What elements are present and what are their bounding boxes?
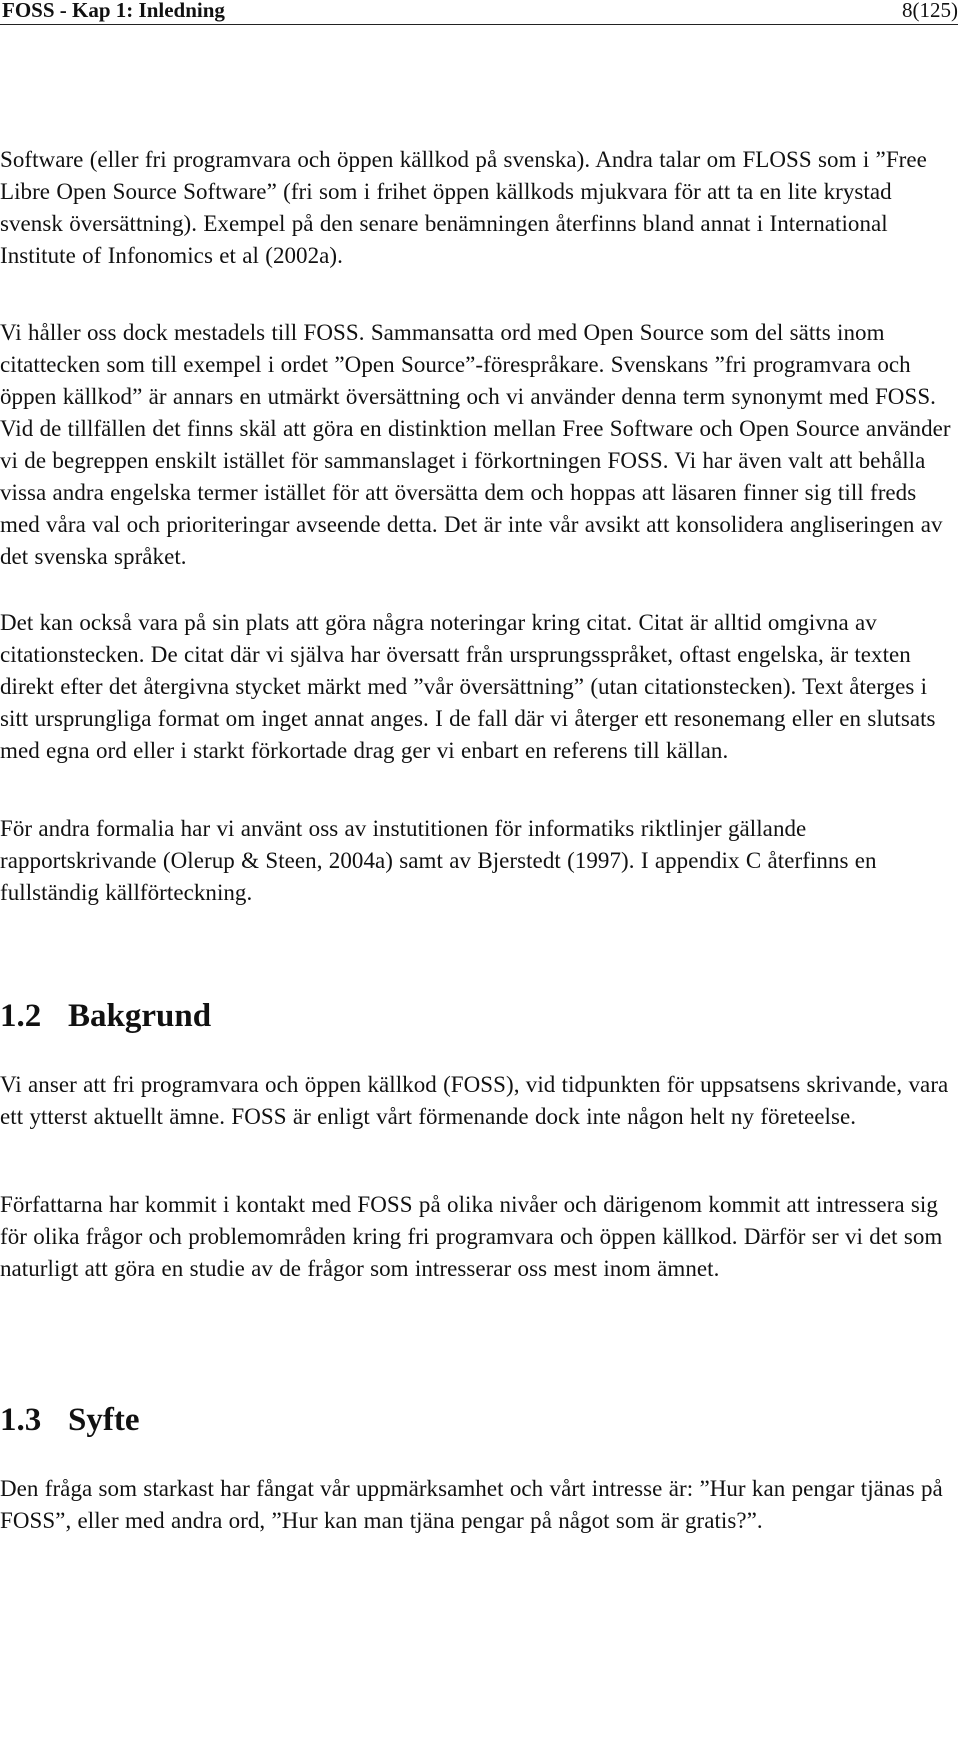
paragraph-formalia: För andra formalia har vi använt oss av instutitionen för informatiks riktlinjer gällande rapportskrivande (Olerup & Steen, 2004a) samt av Bjerstedt (1997). I appendix C återfinns en fullständig källförteckning. xyxy=(0,816,877,905)
page-number: 8(125) xyxy=(902,0,958,22)
header-divider xyxy=(0,24,958,25)
section-heading-syfte xyxy=(0,1400,139,1440)
paragraph-terminology: Software (eller fri programvara och öppen källkod på svenska). Andra talar om FLOSS som i ”Free Libre Open Source Software” (fri som i frihet öppen källkods mjukvara för att ta en lite krystad svensk översättning). Exempel på den senare benämningen återfinns bland annat i International Institute of Infonomics et al (2002a). xyxy=(0,147,927,268)
section-number: 1.3 xyxy=(0,1402,42,1438)
paragraph-purpose: Den fråga som starkast har fångat vår uppmärksamhet och vårt intresse är: ”Hur kan pengar tjänas på FOSS”, eller med andra ord, ”Hur kan man tjäna pengar på något som är gratis?”. xyxy=(0,1476,943,1533)
section-title: Bakgrund xyxy=(68,998,212,1034)
paragraph-foss-usage: Vi håller oss dock mestadels till FOSS. Sammansatta ord med Open Source som del sätts inom citattecken som till exempel i ordet ”Open Source”-förespråkare. Svenskans ”fri programvara och öppen källkod” är annars en utmärkt översättning och vi använder denna term synonymt med FOSS. Vid de tillfällen det finns skäl att göra en distinktion mellan Free Software och Open Source använder vi de begreppen enskilt istället för sammanslaget i förkortningen FOSS. Vi har även valt att behålla vissa andra engelska termer istället för att översätta dem och hoppas att läsaren finner sig till freds med våra val och prioriteringar avseende detta. Det är inte vår avsikt att konsolidera angliseringen av det svenska språket. xyxy=(0,320,951,569)
paragraph-background: Vi anser att fri programvara och öppen källkod (FOSS), vid tidpunkten för uppsatsens skrivande, vara ett ytterst aktuellt ämne. FOSS är enligt vårt förmenande dock inte någon helt ny företeelse. xyxy=(0,1072,949,1129)
section-number: 1.2 xyxy=(0,998,42,1034)
paragraph-citations: Det kan också vara på sin plats att göra några noteringar kring citat. Citat är alltid omgivna av citationstecken. De citat där vi själva har översatt från ursprungsspråket, oftast engelska, är texten direkt efter det återgivna stycket märkt med ”vår översättning” (utan citationstecken). Text återges i sitt ursprungliga format om inget annat anges. I de fall där vi återger ett resonemang eller en slutsats med egna ord eller i starkt förkortade drag ger vi enbart en referens till källan. xyxy=(0,610,936,763)
section-title: Syfte xyxy=(68,1402,140,1438)
section-heading-bakgrund xyxy=(0,996,211,1036)
chapter-title: FOSS - Kap 1: Inledning xyxy=(2,0,225,22)
paragraph-authors: Författarna har kommit i kontakt med FOSS på olika nivåer och därigenom kommit att intressera sig för olika frågor och problemområden kring fri programvara och öppen källkod. Därför ser vi det som naturligt att göra en studie av de frågor som intresserar oss mest inom ämnet. xyxy=(0,1192,943,1281)
running-header xyxy=(0,0,958,24)
